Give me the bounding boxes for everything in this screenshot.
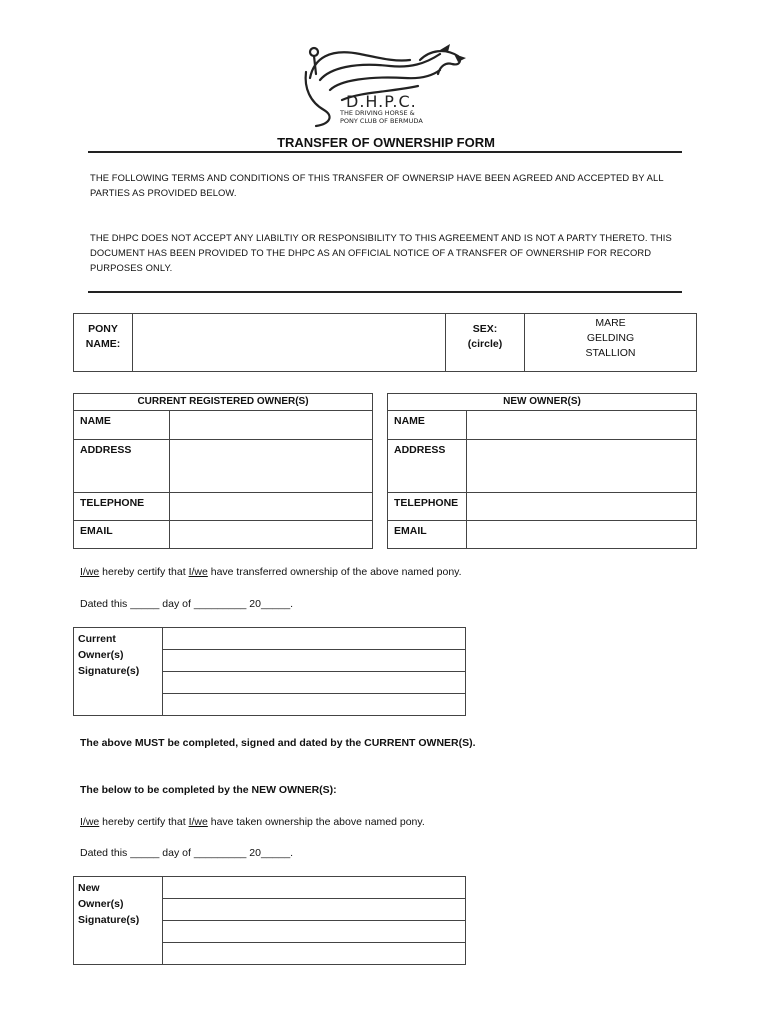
- certify-new-statement: [80, 816, 425, 828]
- must-complete-note: The above MUST be completed, signed and dated by the CURRENT OWNER(S).: [80, 737, 476, 749]
- logo-line-1: THE DRIVING HORSE &: [340, 109, 415, 117]
- current-signature-line-4[interactable]: [163, 694, 466, 716]
- new-signature-line-1[interactable]: [163, 877, 466, 899]
- current-signature-label-line-3: Signature(s): [78, 665, 140, 677]
- new-owner-address-field[interactable]: [467, 440, 697, 493]
- new-signature-line-2[interactable]: [163, 899, 466, 921]
- form-title: TRANSFER OF OWNERSHIP FORM: [277, 135, 495, 150]
- certify-new-iwe-1: I/we: [80, 816, 100, 828]
- new-owner-telephone-field[interactable]: [467, 493, 697, 521]
- current-owner-name-field[interactable]: [170, 411, 373, 440]
- new-owner-address-label: ADDRESS: [388, 440, 467, 493]
- pony-name-label-line-2: NAME:: [85, 338, 121, 350]
- dated-current: Dated this _____ day of _________ 20_____.: [80, 598, 294, 610]
- new-owner-email-label: EMAIL: [388, 521, 467, 549]
- new-signature-label: [74, 877, 163, 965]
- sex-option-stallion[interactable]: STALLION: [585, 347, 636, 359]
- new-owner-name-field[interactable]: [467, 411, 697, 440]
- new-owner-email-field[interactable]: [467, 521, 697, 549]
- sex-options: [525, 314, 697, 372]
- below-new-owner-note: The below to be completed by the NEW OWNER(S):: [80, 784, 337, 796]
- current-owner-header: CURRENT REGISTERED OWNER(S): [74, 394, 373, 411]
- certify-new-iwe-2: I/we: [188, 816, 208, 828]
- sex-label-line-2: (circle): [467, 338, 503, 350]
- sex-label-line-1: SEX:: [472, 323, 498, 335]
- current-signature-label-line-2: Owner(s): [78, 649, 124, 661]
- pony-name-label-line-1: PONY: [88, 323, 118, 335]
- logo-line-2: PONY CLUB OF BERMUDA: [340, 117, 423, 125]
- certify-new-text-1: hereby certify that: [99, 816, 189, 828]
- new-signature-label-line-3: Signature(s): [78, 914, 140, 926]
- new-owner-name-label: NAME: [388, 411, 467, 440]
- current-owner-table: [73, 393, 373, 549]
- section-divider: [88, 291, 682, 293]
- new-signature-line-3[interactable]: [163, 921, 466, 943]
- dated-new: Dated this _____ day of _________ 20_____.: [80, 847, 294, 859]
- certify-new-text-2: have taken ownership the above named pony.: [207, 816, 425, 828]
- certify-current-iwe-2: I/we: [188, 566, 208, 578]
- title-divider: [88, 151, 682, 153]
- current-signature-table: [73, 627, 466, 716]
- current-owner-name-label: NAME: [74, 411, 170, 440]
- current-signature-label-line-1: Current: [78, 633, 116, 645]
- current-signature-line-1[interactable]: [163, 628, 466, 650]
- new-owner-header: NEW OWNER(S): [388, 394, 697, 411]
- sex-option-mare[interactable]: MARE: [595, 317, 626, 329]
- new-owner-telephone-label: TELEPHONE: [388, 493, 467, 521]
- current-owner-address-field[interactable]: [170, 440, 373, 493]
- certify-current-statement: [80, 566, 462, 578]
- logo-name: D.H.P.C.: [346, 92, 417, 111]
- new-signature-label-line-1: New: [78, 882, 100, 894]
- dhpc-logo: [300, 40, 470, 130]
- current-owner-telephone-field[interactable]: [170, 493, 373, 521]
- current-owner-telephone-label: TELEPHONE: [74, 493, 170, 521]
- current-owner-email-label: EMAIL: [74, 521, 170, 549]
- certify-current-text-2: have transferred ownership of the above named pony.: [207, 566, 462, 578]
- sex-label: [446, 314, 525, 372]
- sex-option-gelding[interactable]: GELDING: [586, 332, 635, 344]
- current-owner-address-label: ADDRESS: [74, 440, 170, 493]
- current-signature-label: [74, 628, 163, 716]
- current-owner-email-field[interactable]: [170, 521, 373, 549]
- current-signature-line-3[interactable]: [163, 672, 466, 694]
- liability-paragraph: THE DHPC DOES NOT ACCEPT ANY LIABILTIY OR RESPONSIBILITY TO THIS AGREEMENT AND IS NOT A PARTY THERETO. THIS DOCUMENT HAS BEEN PROVIDED TO THE DHPC AS AN OFFICIAL NOTICE OF A TRANSFER OF OWNERSHIP FOR RECORD PURPOSES ONLY.: [90, 232, 672, 273]
- certify-current-text-1: hereby certify that: [99, 566, 189, 578]
- new-signature-line-4[interactable]: [163, 943, 466, 965]
- pony-table: [73, 313, 697, 372]
- current-signature-line-2[interactable]: [163, 650, 466, 672]
- terms-paragraph: THE FOLLOWING TERMS AND CONDITIONS OF THIS TRANSFER OF OWNERSIP HAVE BEEN AGREED AND ACCEPTED BY ALL PARTIES AS PROVIDED BELOW.: [90, 172, 664, 198]
- pony-name-field[interactable]: [133, 314, 446, 372]
- new-signature-label-line-2: Owner(s): [78, 898, 124, 910]
- new-owner-table: [387, 393, 697, 549]
- certify-current-iwe-1: I/we: [80, 566, 100, 578]
- new-signature-table: [73, 876, 466, 965]
- pony-name-label: [74, 314, 133, 372]
